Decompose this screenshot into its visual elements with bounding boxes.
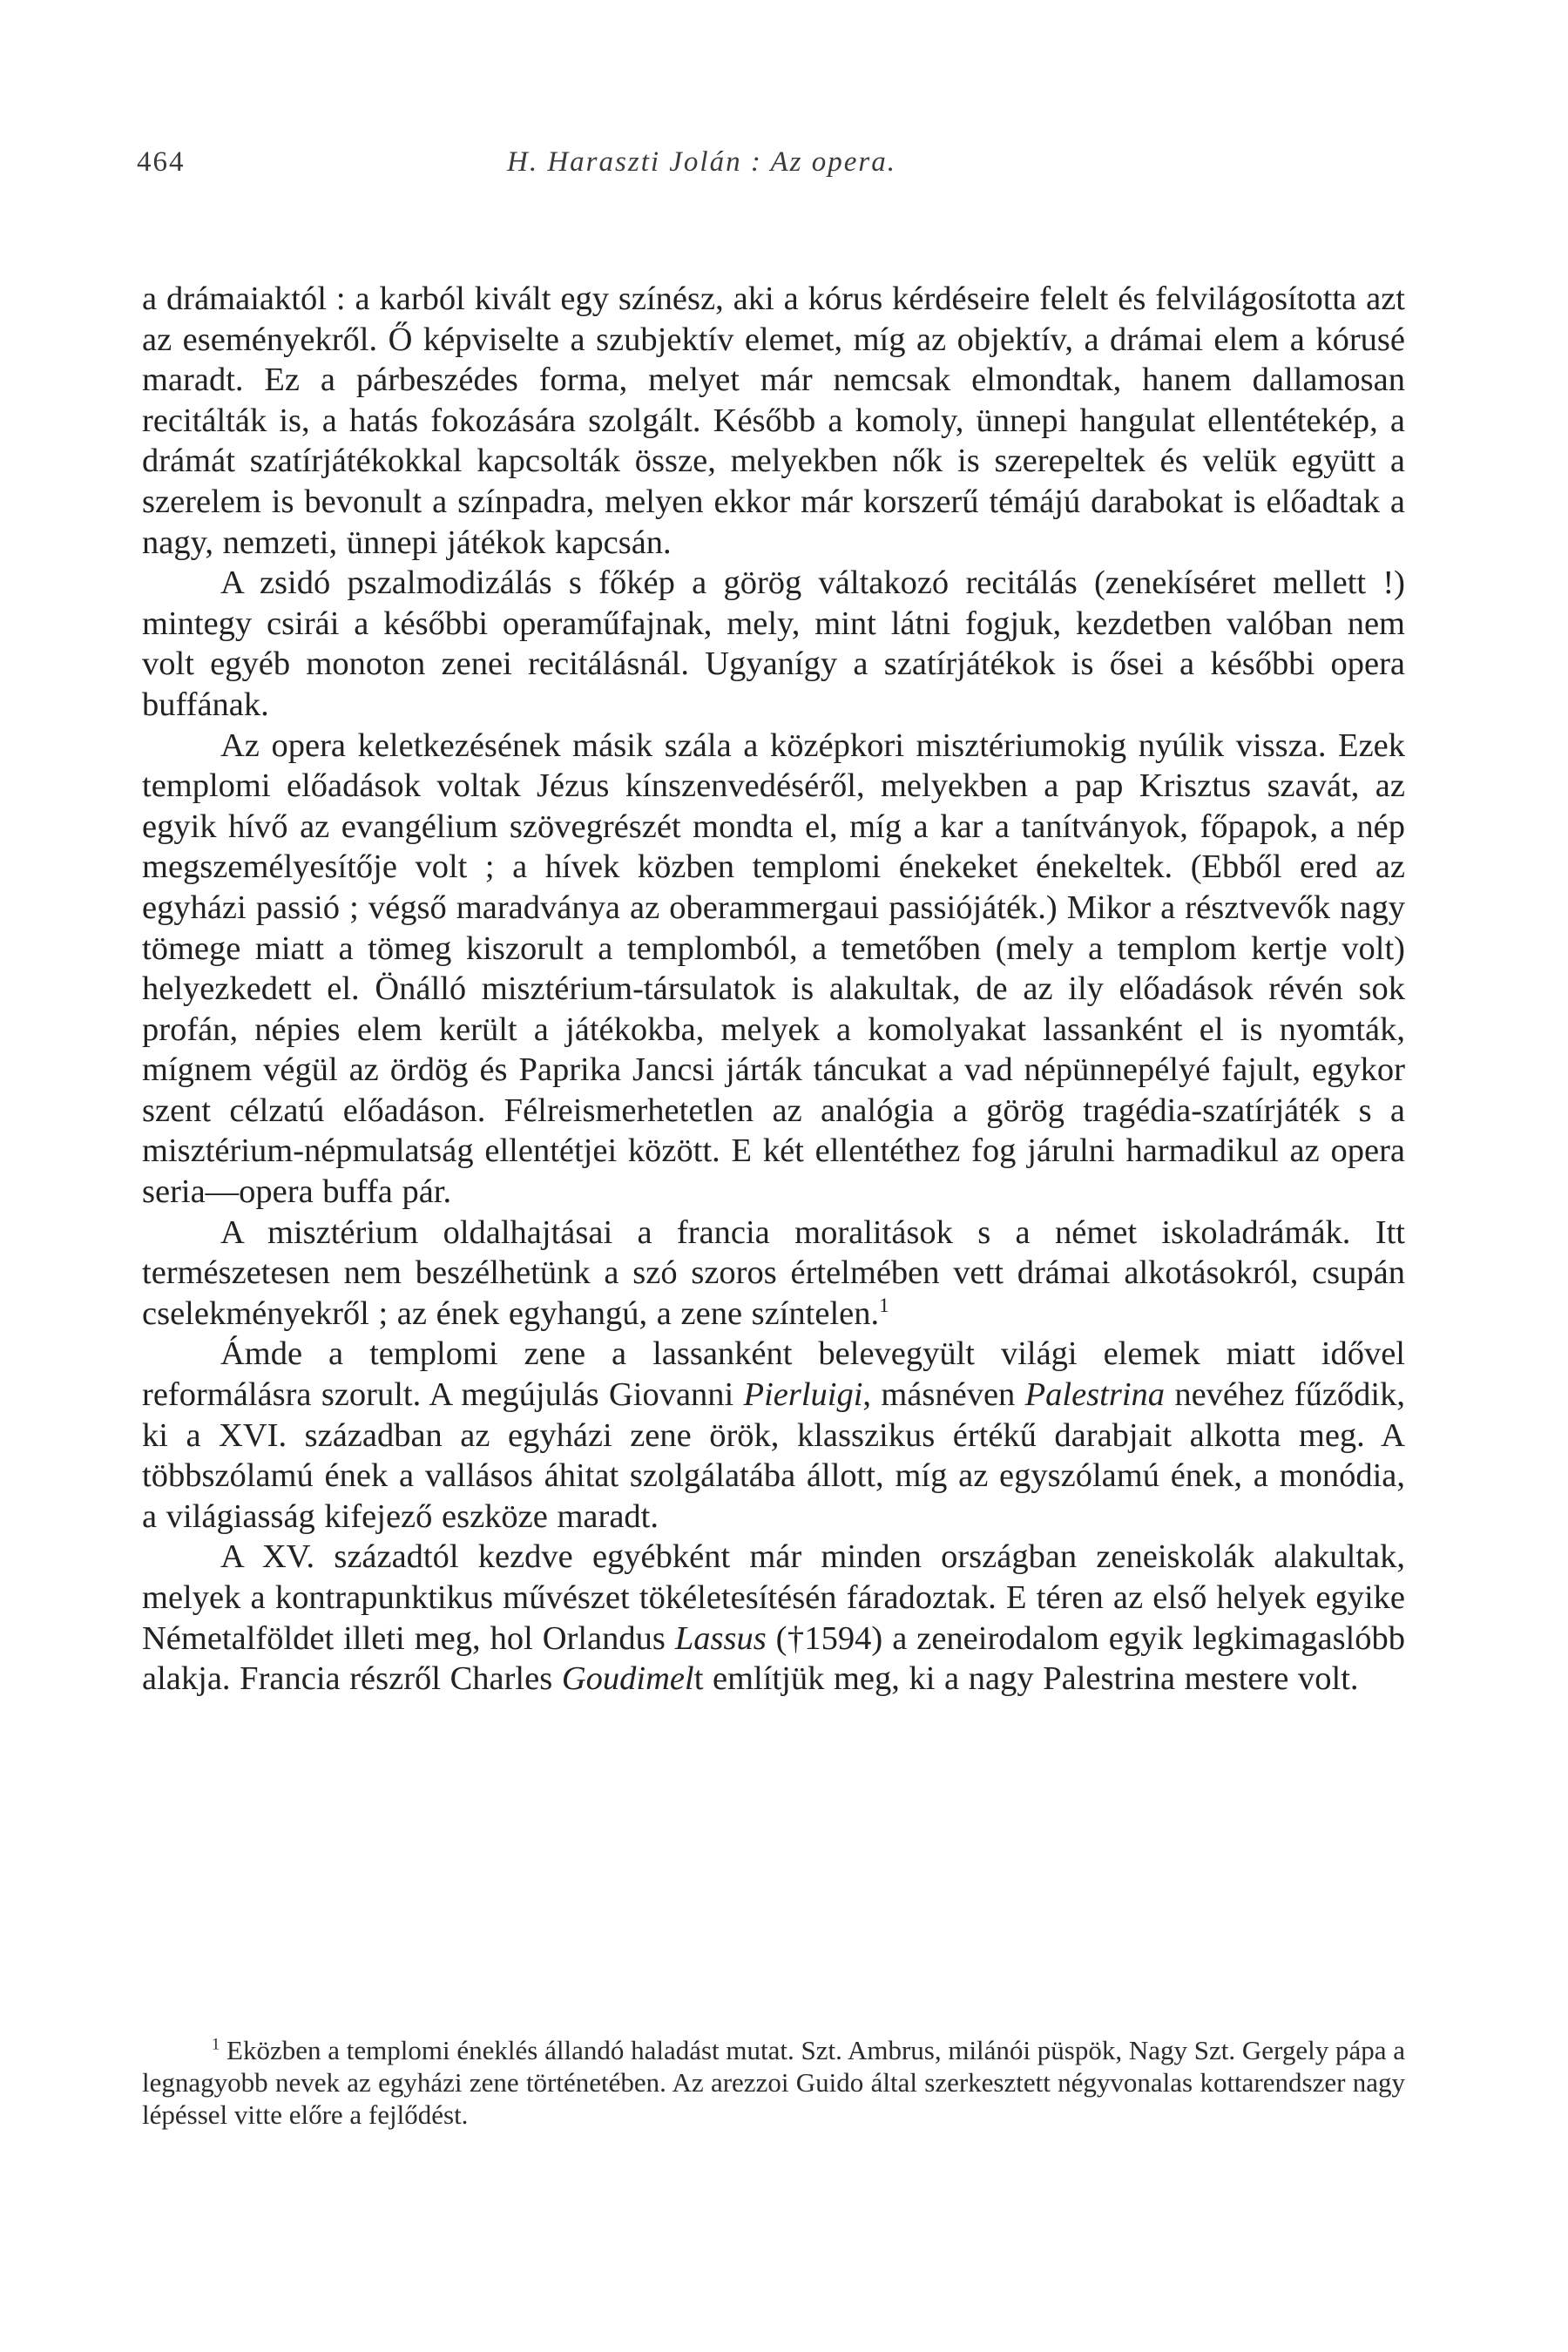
paragraph: A XV. századtól kezdve egyébként már minden országban zeneiskolák alakultak, melyek a kontrapunktikus művészet tökéletesítésén fáradoztak. E téren az első helyek egyike Németalföldet illeti meg, hol Orlandus Lassus (†1594) a zeneirodalom egyik legkimagaslóbb alakja. Francia részről Charles Goudimelt említjük meg, ki a nagy Palestrina mestere volt. [142,1538,1406,1698]
page-number: 464 [137,146,186,178]
paragraph: A zsidó pszalmodizálás s főkép a görög váltakozó recitálás (zenekíséret mellett !) mintegy csirái a későbbi operaműfajnak, mely, mint látni fogjuk, kezdetben valóban nem volt egyéb monoton zenei recitálásnál. Ugyanígy a szatírjátékok is ősei a későbbi opera buffának. [142,564,1405,723]
emphasized-name: Goudimel [561,1660,694,1698]
paragraph: Ámde a templomi zene a lassanként belevegyült világi elemek miatt idővel reformálásra szorult. A megújulás Giovanni Pierluigi, másnéven Palestrina nevéhez fűződik, ki a XVI. században az egyházi zene örök, klasszikus értékű darabjait alkotta meg. A többszólamú ének a vallásos áhitat szolgálatába állott, míg az egyszólamú ének, a monódia, a világiasság kifejező eszköze maradt. [142,1335,1405,1535]
footnote-reference: 1 [879,1294,889,1317]
footnote-mark: 1 [212,2035,220,2054]
emphasized-name: Pierluigi [743,1376,863,1414]
paragraph: a drámaiaktól : a karból kivált egy színész, aki a kórus kérdéseire felelt és felvilágosította azt az eseményekről. Ő képviselte a szubjektív elemet, míg az objektív, a drámai elem a kórusé maradt. Ez a párbeszédes forma, melyet már nemcsak elmondtak, hanem dallamosan recitálták is, a hatás fokozására szolgált. Később a komoly, ünnepi hangulat ellentétekép, a drámát szatírjátékokkal kapcsolták össze, melyekben nők is szerepeltek és velük együtt a szerelem is bevonult a színpadra, melyen ekkor már korszerű témájú darabokat is előadtak a nagy, nemzeti, ünnepi játékok kapcsán. [142,280,1405,561]
running-title: H. Haraszti Jolán : Az opera. [507,146,896,178]
running-header [137,146,1409,190]
paragraph: Az opera keletkezésének másik szála a középkori misztériumokig nyúlik vissza. Ezek templomi előadások voltak Jézus kínszenvedéséről, melyekben a pap Krisztus szavát, az egyik hívő az evangélium szövegrészét mondta el, míg a kar a tanítványok, főpapok, a nép megszemélyesítője volt ; a hívek közben templomi énekeket énekeltek. (Ebből ered az egyházi passió ; végső maradványa az oberammergaui passiójáték.) Mikor a résztvevők nagy tömege miatt a tömeg kiszorult a templomból, a temetőben (mely a templom kertje volt) helyezkedett el. Önálló misztérium-társulatok is alakultak, de az ily előadások révén sok profán, népies elem került a játékokba, melyek a komolyakat lassanként el is nyomták, mígnem végül az ördög és Paprika Jancsi járták táncukat a vad népünnepélyé fajult, egykor szent célzatú előadáson. Félreismerhetetlen az analógia a görög tragédia-szatírjáték s a misztérium-népmulatság ellentétjei között. E két ellentéthez fog járulni harmadikul az opera seria—opera buffa pár. [142,727,1405,1211]
paragraph: A misztérium oldalhajtásai a francia moralitások s a német iskoladrámák. Itt természetesen nem beszélhetünk a szó szoros értelmében vett drámai alkotásokról, csupán cselekményekről ; az ének egyhangú, a zene színtelen.$^1$ [142,1213,1405,1332]
emphasized-name: Lassus [674,1619,767,1657]
body-text [142,279,1405,1700]
footnotes [142,2034,1405,2131]
emphasized-name: Palestrina [1024,1376,1166,1414]
footnote: $^1$ Eközben a templomi éneklés állandó haladást mutat. Szt. Ambrus, milánói püspök, Nagy Szt. Gergely pápa a legnagyobb nevek az egyházi zene történetében. Az arezzoi Guido által szerkesztett négyvonalas kottarendszer nagy lépéssel vitte előre a fejlődést. [142,2035,1405,2130]
